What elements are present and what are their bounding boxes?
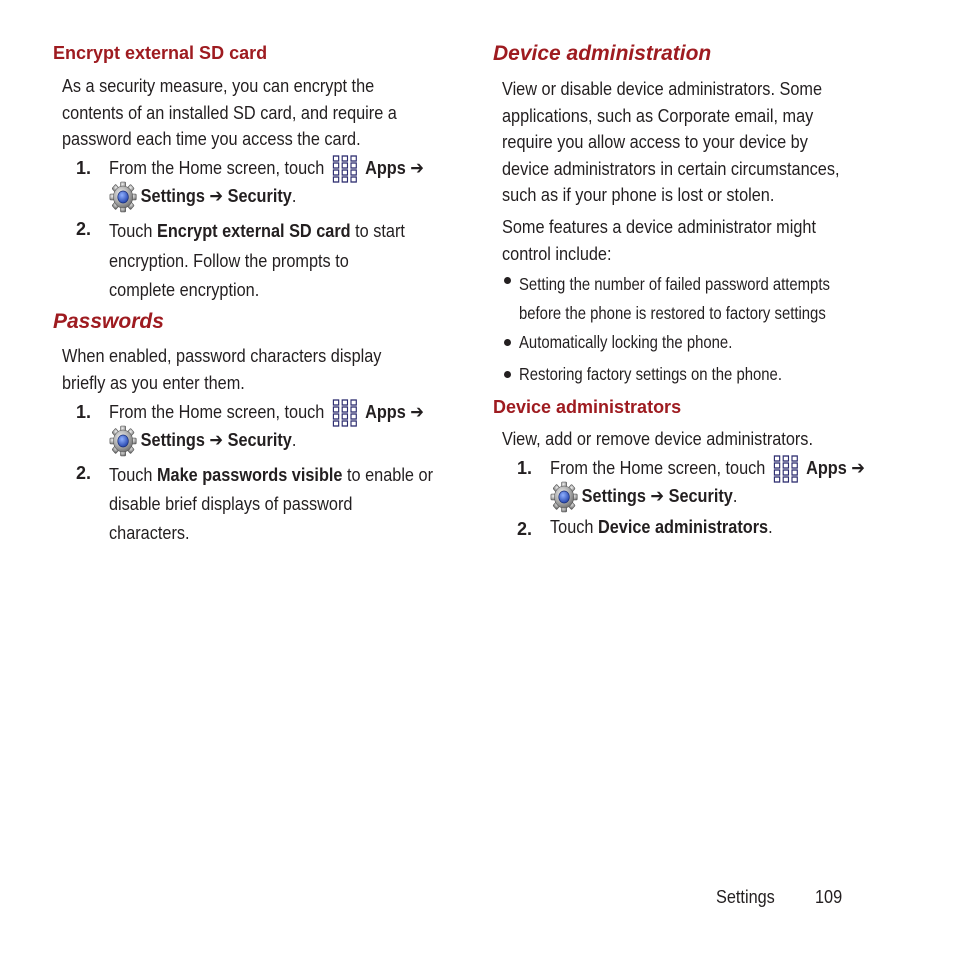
device-administrators-heading: Device administrators [493,397,682,417]
para-line: briefly as you enter them. [62,371,245,393]
passwords-heading: Passwords [53,310,164,333]
step-text: From the Home screen, touch [109,400,325,422]
para-line: require you allow access to your device by [502,131,808,152]
device-administrators-paragraph: View, add or remove device administrators. [502,428,813,449]
bullet-item: Restoring factory settings on the phone. [519,364,782,384]
encrypt-sd-option: Encrypt external SD card [156,220,351,241]
step-number: 2. [76,219,92,239]
settings-gear-icon [109,425,137,457]
device-admin-paragraph-2 [502,214,816,267]
make-passwords-visible-option: Make passwords visible [156,464,343,485]
period: . [291,428,297,450]
page-number: 109 [815,886,843,907]
step-1-text [550,455,865,483]
footer-section-name: Settings [716,886,775,907]
para-line: control include: [502,242,612,264]
apps-icon [332,399,357,427]
step-touch: Touch [109,220,157,241]
para-line: applications, such as Corporate email, may [502,104,814,126]
step-2-line-2: disable brief displays of password [109,493,353,514]
step-text: From the Home screen, touch [109,156,325,178]
step-2-line-3: characters. [109,522,190,543]
bullet-line: Setting the number of failed password attempts [519,274,830,294]
bullet-line: before the phone is restored to factory settings [519,303,826,323]
step-1-line-2 [109,425,296,457]
step-2-text [550,516,773,538]
step-rest: to enable or [342,464,433,485]
apps-label: Apps ➔ [365,400,424,422]
step-number: 1. [76,158,92,178]
step-2-line-3: complete encryption. [109,279,260,300]
passwords-paragraph [62,343,381,396]
settings-security-path: Settings ➔ Security [140,428,292,450]
step-1-line-2 [109,181,296,213]
step-2-text [109,216,405,305]
period: . [291,184,297,206]
settings-gear-icon [109,181,137,213]
para-line: password each time you access the card. [62,128,361,149]
encrypt-paragraph [62,73,397,153]
para-line: View or disable device administrators. Some [502,78,823,99]
apps-icon [773,455,798,483]
settings-security-path: Settings ➔ Security [581,484,733,506]
step-2-line-1 [109,216,405,246]
step-2-text [109,460,433,547]
step-number: 1. [517,458,533,478]
bullet-dot [504,277,511,284]
step-1-line-2 [550,481,737,513]
device-admin-paragraph-1 [502,76,839,209]
settings-security-path: Settings ➔ Security [140,184,292,206]
para-line: such as if your phone is lost or stolen. [502,184,775,205]
apps-label: Apps ➔ [365,156,424,178]
step-touch: Touch [109,464,157,485]
period: . [732,484,738,506]
step-1-text [109,155,424,183]
settings-gear-icon [550,481,578,513]
encrypt-heading: Encrypt external SD card [53,43,268,63]
step-text: From the Home screen, touch [550,456,766,478]
device-administrators-option: Device administrators [597,516,769,537]
step-touch: Touch [550,516,598,537]
step-rest: to start [350,220,405,241]
device-administration-heading: Device administration [493,42,712,65]
step-1-text [109,399,424,427]
step-number: 1. [76,402,92,422]
step-2-line-2: encryption. Follow the prompts to [109,249,349,271]
para-line: contents of an installed SD card, and require a [62,101,397,123]
para-line: device administrators in certain circumstances, [502,157,840,179]
step-number: 2. [517,519,533,539]
apps-icon [332,155,357,183]
bullet-item: Automatically locking the phone. [519,332,733,352]
step-number: 2. [76,463,92,483]
bullet-item [519,270,830,328]
para-line: As a security measure, you can encrypt the [62,75,375,96]
apps-label: Apps ➔ [806,456,865,478]
para-line: Some features a device administrator might [502,216,816,237]
period: . [768,516,773,537]
bullet-dot [504,371,511,378]
para-line: When enabled, password characters display [62,345,382,366]
bullet-dot [504,339,511,346]
step-2-line-1 [109,460,433,489]
